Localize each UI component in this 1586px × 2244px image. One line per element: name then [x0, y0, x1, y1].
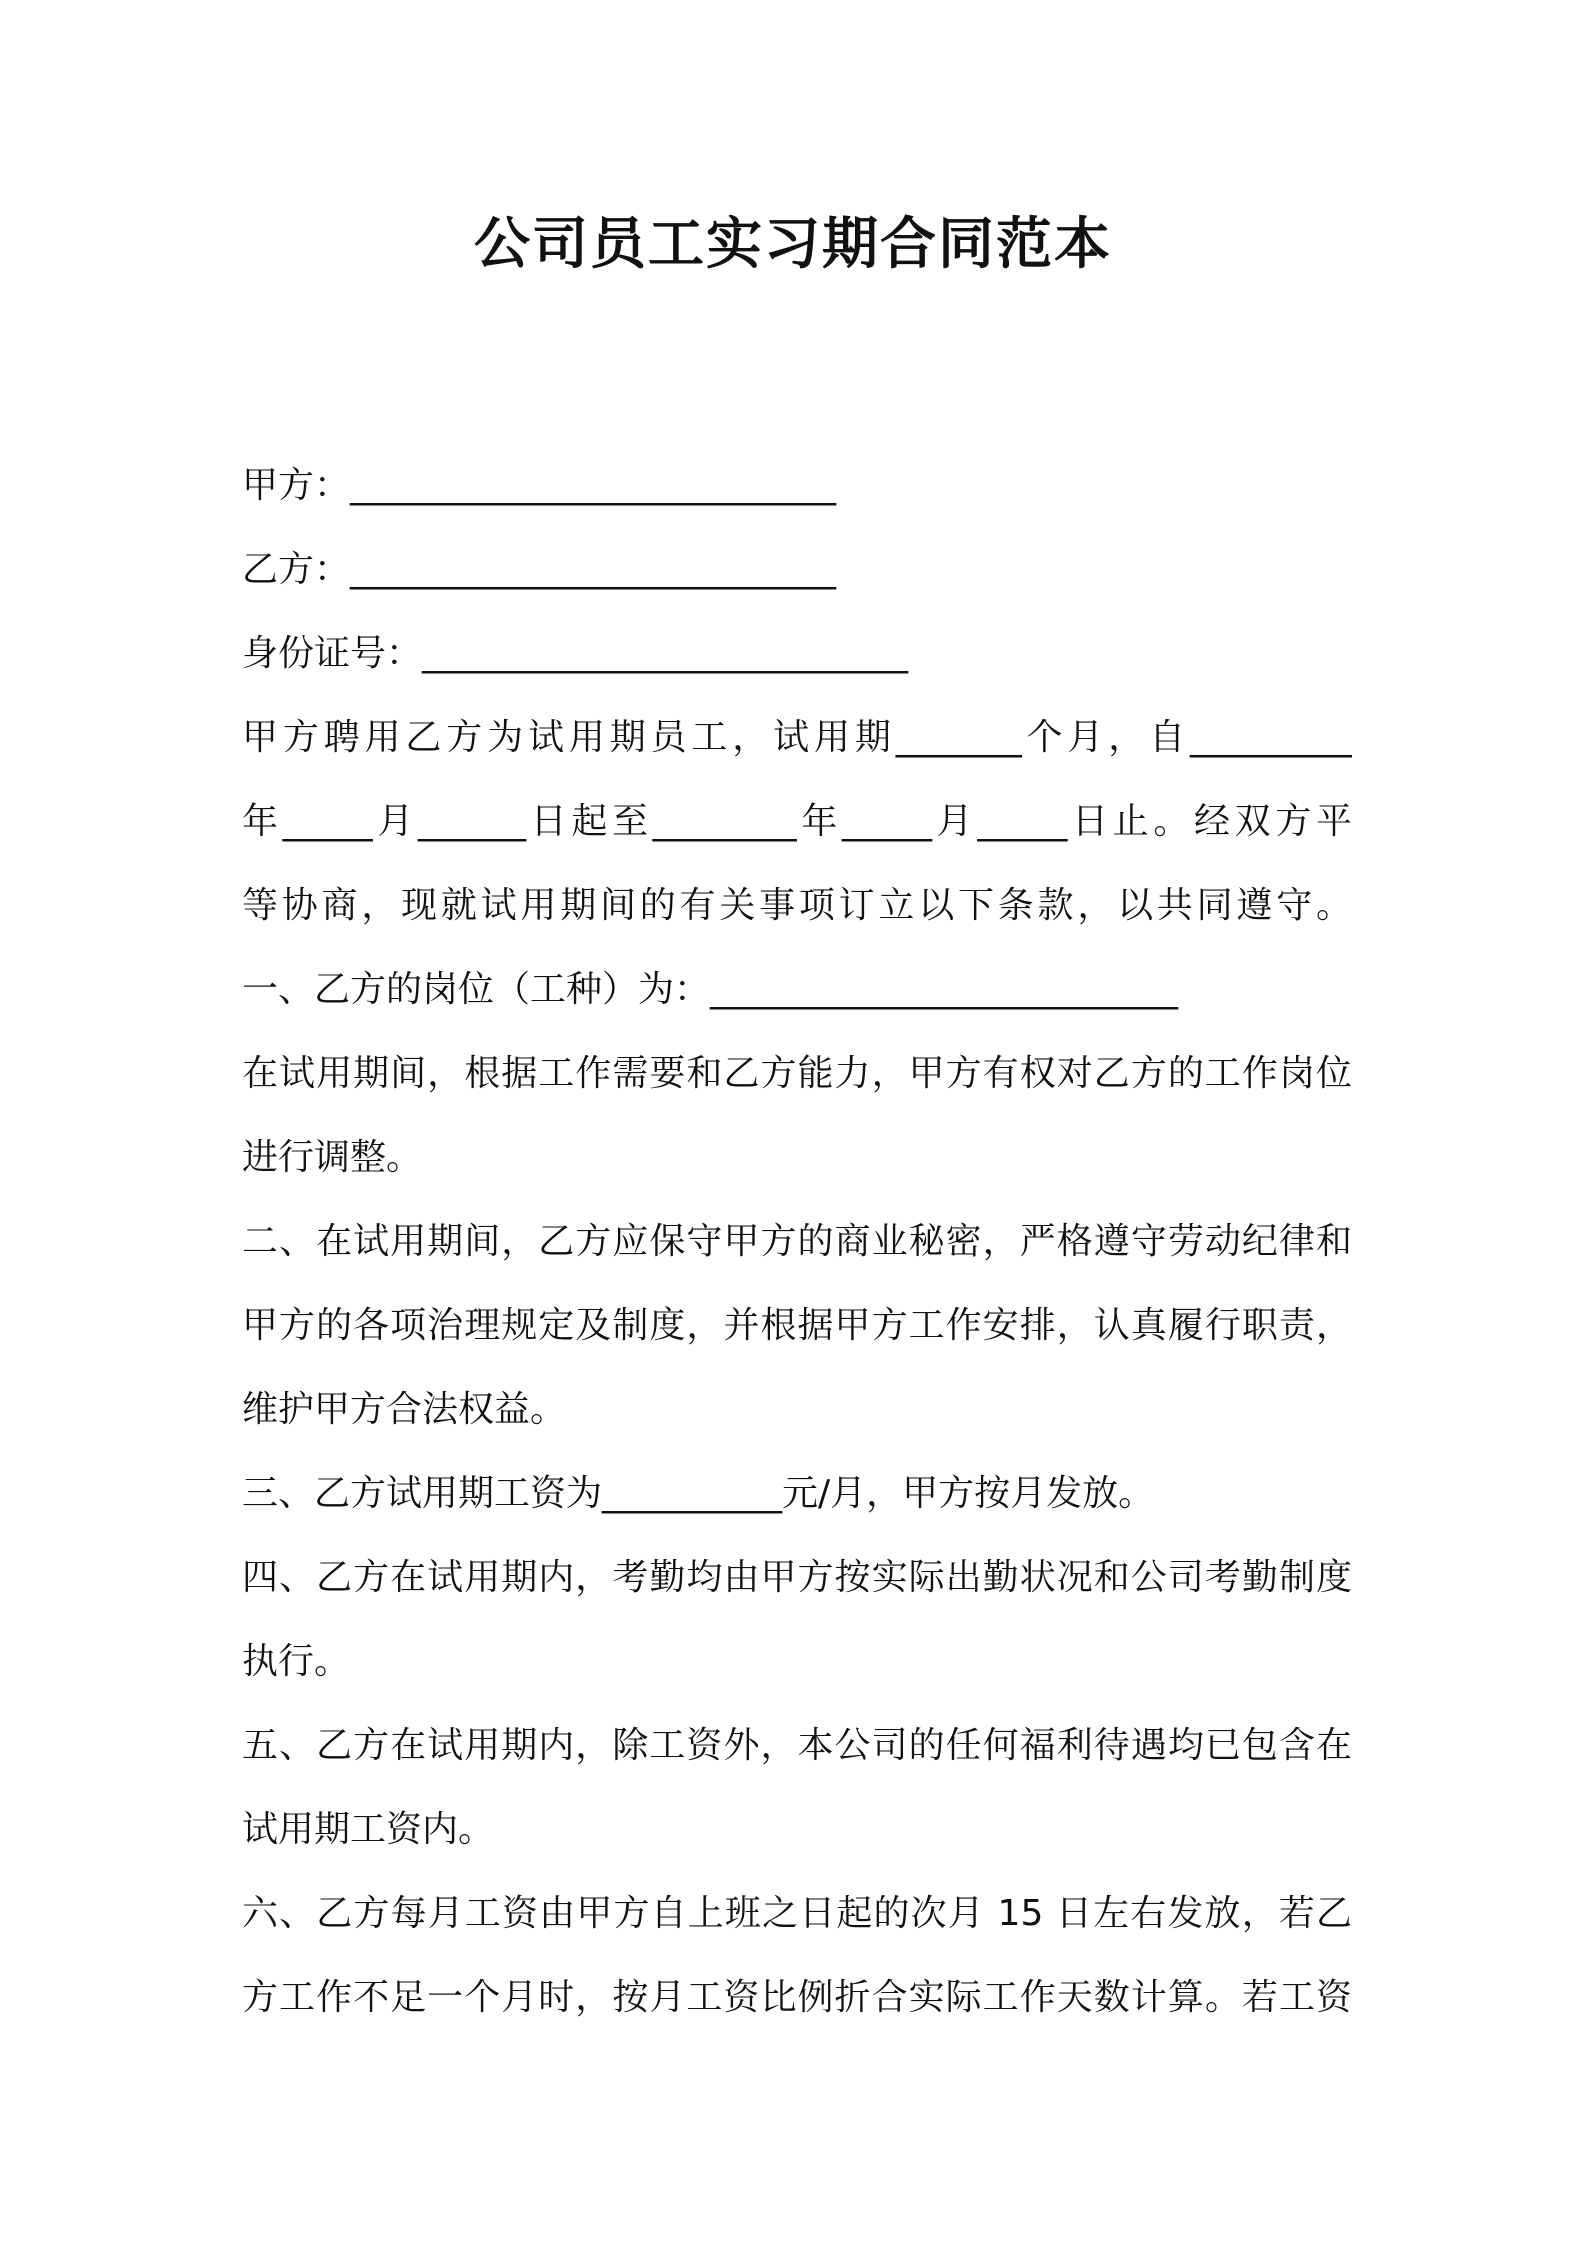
clause-5-line-2: 试用期工资内。	[242, 1809, 495, 1850]
clause-4-line-1: 四、乙方在试用期内，考勤均由甲方按实际出勤状况和公司考勤制度	[242, 1557, 1352, 1598]
intro-line-3: 等协商，现就试用期间的有关事项订立以下条款，以共同遵守。	[242, 885, 1352, 926]
clause-3-line: 三、乙方试用期工资为__________元/月，甲方按月发放。	[242, 1473, 1155, 1514]
clause-2-line-1: 二、在试用期间，乙方应保守甲方的商业秘密，严格遵守劳动纪律和	[242, 1221, 1352, 1262]
clause-5-line-1: 五、乙方在试用期内，除工资外，本公司的任何福利待遇均已包含在	[242, 1725, 1352, 1766]
clause-4-line-2: 执行。	[242, 1641, 351, 1682]
clause-6-line-1: 六、乙方每月工资由甲方自上班之日起的次月 15 日左右发放，若乙	[242, 1893, 1352, 1934]
party-b-line: 乙方：___________________________	[242, 549, 837, 590]
clause-1-line-1: 在试用期间，根据工作需要和乙方能力，甲方有权对乙方的工作岗位	[242, 1053, 1352, 1094]
clause-2-line-2: 甲方的各项治理规定及制度，并根据甲方工作安排，认真履行职责，	[242, 1305, 1352, 1346]
clause-2-line-3: 维护甲方合法权益。	[242, 1389, 567, 1430]
clause-1-heading: 一、乙方的岗位（工种）为：__________________________	[242, 969, 1179, 1010]
document-title: 公司员工实习期合同范本	[474, 212, 1112, 277]
contract-body	[242, 444, 1352, 2040]
clause-1-line-2: 进行调整。	[242, 1137, 423, 1178]
id-number-line: 身份证号：___________________________	[242, 633, 909, 674]
clause-6-line-2: 方工作不足一个月时，按月工资比例折合实际工作天数计算。若工资	[242, 1977, 1352, 2018]
intro-line-1: 甲方聘用乙方为试用期员工，试用期_______个月，自_________	[242, 717, 1352, 758]
intro-line-2: 年_____月______日起至________年_____月_____日止。经双方平	[242, 801, 1352, 842]
party-a-line: 甲方：___________________________	[242, 465, 837, 506]
